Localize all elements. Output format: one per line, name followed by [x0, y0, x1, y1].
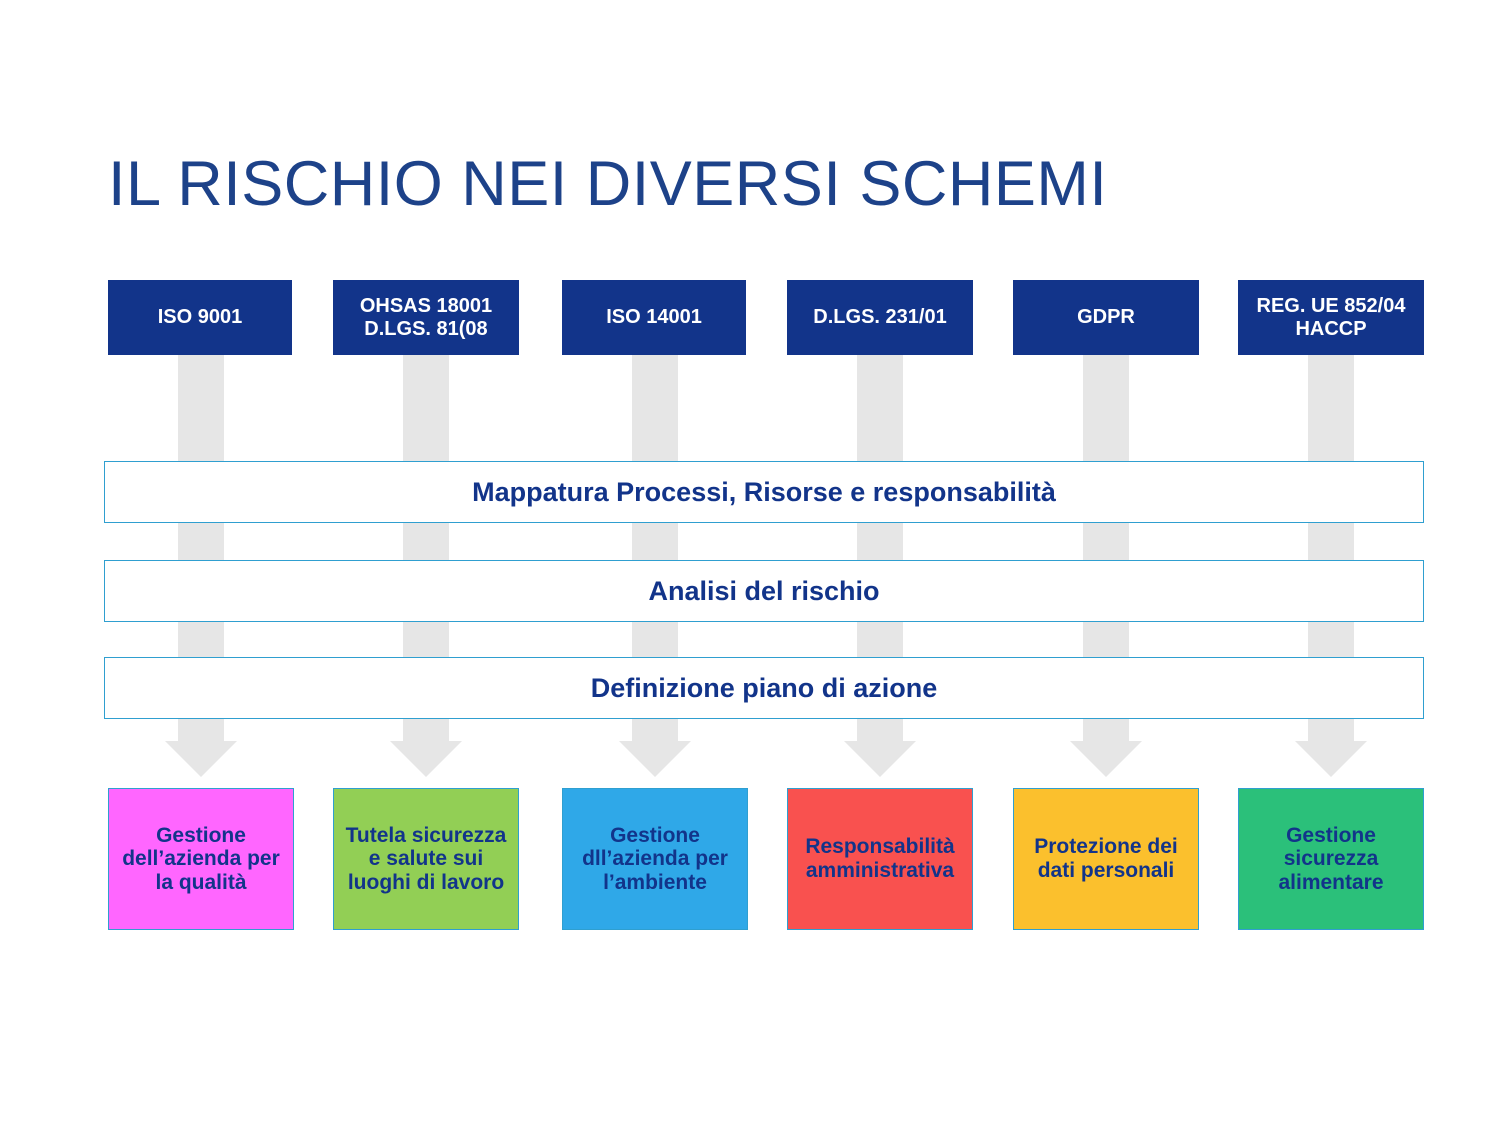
outcome-box-label: Protezione dei dati personali — [1034, 835, 1178, 882]
scheme-box-iso-9001[interactable] — [108, 280, 292, 355]
scheme-box-label: ISO 9001 — [157, 306, 243, 328]
scheme-box-reg-ue-852-04-haccp[interactable] — [1238, 280, 1424, 355]
scheme-box-label: ISO 14001 — [606, 306, 702, 328]
outcome-box-label: Tutela sicurezza e salute sui luoghi di lavoro — [345, 823, 507, 894]
scheme-box-label: OHSAS 18001 D.LGS. 81(08 — [359, 294, 493, 340]
scheme-box-ohsas-18001[interactable] — [333, 280, 519, 355]
scheme-box-iso-14001[interactable] — [562, 280, 746, 355]
scheme-box-gdpr[interactable] — [1013, 280, 1199, 355]
page-title: IL RISCHIO NEI DIVERSI SCHEMI — [108, 149, 1108, 219]
arrow-head-5 — [1070, 741, 1142, 777]
arrow-head-4 — [844, 741, 916, 777]
outcome-box-responsabilita-amministrativa[interactable] — [787, 788, 973, 930]
band-label: Mappatura Processi, Risorse e responsabilità — [472, 476, 1056, 507]
outcome-box-label: Gestione dll’azienda per l’ambiente — [582, 823, 728, 894]
outcome-box-sicurezza-alimentare[interactable] — [1238, 788, 1424, 930]
band-mappatura-processi[interactable] — [104, 461, 1424, 523]
outcome-boxes-row — [0, 788, 1512, 930]
outcome-box-label: Responsabilità amministrativa — [805, 835, 955, 882]
band-label: Analisi del rischio — [648, 575, 880, 606]
outcome-box-sicurezza-lavoro[interactable] — [333, 788, 519, 930]
arrow-head-3 — [619, 741, 691, 777]
outcome-box-qualita[interactable] — [108, 788, 294, 930]
outcome-box-label: Gestione sicurezza alimentare — [1278, 823, 1384, 894]
band-label: Definizione piano di azione — [590, 672, 938, 703]
outcome-box-ambiente[interactable] — [562, 788, 748, 930]
arrow-head-2 — [390, 741, 462, 777]
band-definizione-piano-di-azione[interactable] — [104, 657, 1424, 719]
scheme-box-label: D.LGS. 231/01 — [813, 306, 947, 328]
scheme-box-label: REG. UE 852/04 HACCP — [1256, 294, 1406, 340]
scheme-box-label: GDPR — [1077, 306, 1135, 328]
band-analisi-del-rischio[interactable] — [104, 560, 1424, 622]
scheme-box-dlgs-231-01[interactable] — [787, 280, 973, 355]
outcome-box-label: Gestione dell’azienda per la qualità — [122, 823, 280, 894]
outcome-box-protezione-dati[interactable] — [1013, 788, 1199, 930]
scheme-boxes-row — [0, 280, 1512, 355]
arrow-head-1 — [165, 741, 237, 777]
arrow-head-6 — [1295, 741, 1367, 777]
